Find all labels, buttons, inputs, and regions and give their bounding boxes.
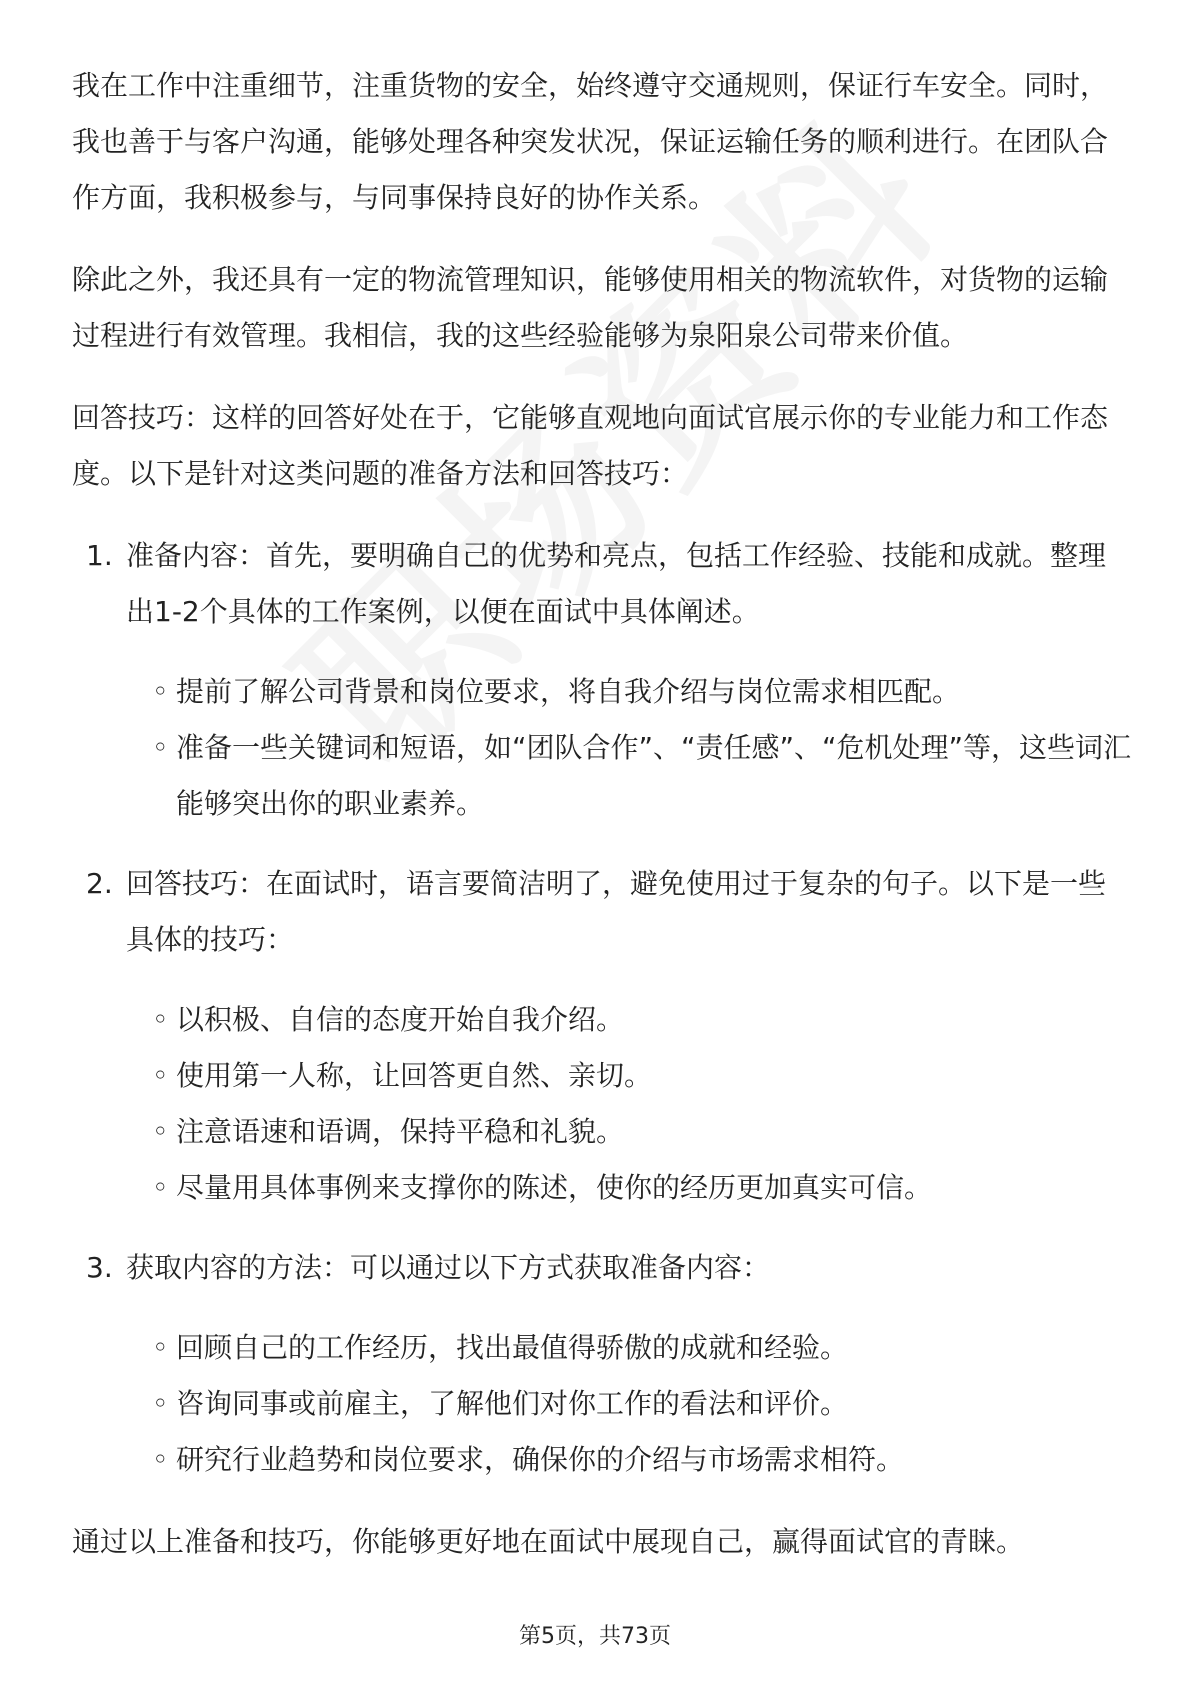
sub-list-item [126,1432,1132,1488]
list-item-text: 准备内容：首先，要明确自己的优势和亮点，包括工作经验、技能和成就。整理出1-2个具体的工作案例，以便在面试中具体阐述。 [126,539,1107,628]
sub-list-item [126,1048,1132,1104]
bullet-circle-icon: ◦ [152,1171,169,1204]
sub-list-item [126,664,1132,720]
list-item-answer-tips [72,856,1132,1216]
bullet-circle-icon: ◦ [152,1003,169,1036]
bullet-circle-icon: ◦ [152,731,169,764]
bullet-circle-icon: ◦ [152,1443,169,1476]
sub-list-item-text: 准备一些关键词和短语，如“团队合作”、“责任感”、“危机处理”等，这些词汇能够突出你的职业素养。 [176,731,1132,820]
sub-list-item [126,1160,1132,1216]
sub-list-item [126,1104,1132,1160]
bullet-circle-icon: ◦ [152,675,169,708]
sub-list-item [126,1376,1132,1432]
list-item-text: 获取内容的方法：可以通过以下方式获取准备内容： [126,1251,771,1284]
paragraph-closing: 通过以上准备和技巧，你能够更好地在面试中展现自己，赢得面试官的青睐。 [72,1525,1025,1558]
list-item-content-sources [72,1240,1132,1488]
sub-list-item [126,720,1132,832]
list-item-text: 回答技巧：在面试时，语言要简洁明了，避免使用过于复杂的句子。以下是一些具体的技巧： [126,867,1107,956]
paragraph-logistics-knowledge: 除此之外，我还具有一定的物流管理知识，能够使用相关的物流软件，对货物的运输过程进行有效管理。我相信，我的这些经验能够为泉阳泉公司带来价值。 [72,263,1109,352]
sub-list-item-text: 尽量用具体事例来支撑你的陈述，使你的经历更加真实可信。 [176,1171,933,1204]
sub-list [126,992,1132,1216]
sub-list [126,664,1132,832]
list-number: 1. [86,539,113,572]
page-number-footer: 第5页，共73页 [519,1624,671,1649]
sub-list-item-text: 研究行业趋势和岗位要求，确保你的介绍与市场需求相符。 [176,1443,905,1476]
bullet-circle-icon: ◦ [152,1059,169,1092]
sub-list-item-text: 回顾自己的工作经历，找出最值得骄傲的成就和经验。 [176,1331,849,1364]
sub-list-item-text: 使用第一人称，让回答更自然、亲切。 [176,1059,653,1092]
paragraph-work-attitude: 我在工作中注重细节，注重货物的安全，始终遵守交通规则，保证行车安全。同时，我也善于与客户沟通，能够处理各种突发状况，保证运输任务的顺利进行。在团队合作方面，我积极参与，与同事保持良好的协作关系。 [72,69,1109,214]
bullet-circle-icon: ◦ [152,1331,169,1364]
sub-list-item [126,1320,1132,1376]
tips-list [72,528,1132,1488]
sub-list-item [126,992,1132,1048]
bullet-circle-icon: ◦ [152,1115,169,1148]
bullet-circle-icon: ◦ [152,1387,169,1420]
list-number: 3. [86,1251,113,1284]
list-number: 2. [86,867,113,900]
sub-list-item-text: 咨询同事或前雇主，了解他们对你工作的看法和评价。 [176,1387,849,1420]
document-body [72,58,1132,1596]
sub-list [126,1320,1132,1488]
sub-list-item-text: 注意语速和语调，保持平稳和礼貌。 [176,1115,625,1148]
list-item-prepare-content [72,528,1132,832]
sub-list-item-text: 以积极、自信的态度开始自我介绍。 [176,1003,625,1036]
paragraph-answer-tips-intro: 回答技巧：这样的回答好处在于，它能够直观地向面试官展示你的专业能力和工作态度。以下是针对这类问题的准备方法和回答技巧： [72,401,1109,490]
sub-list-item-text: 提前了解公司背景和岗位要求，将自我介绍与岗位需求相匹配。 [176,675,961,708]
